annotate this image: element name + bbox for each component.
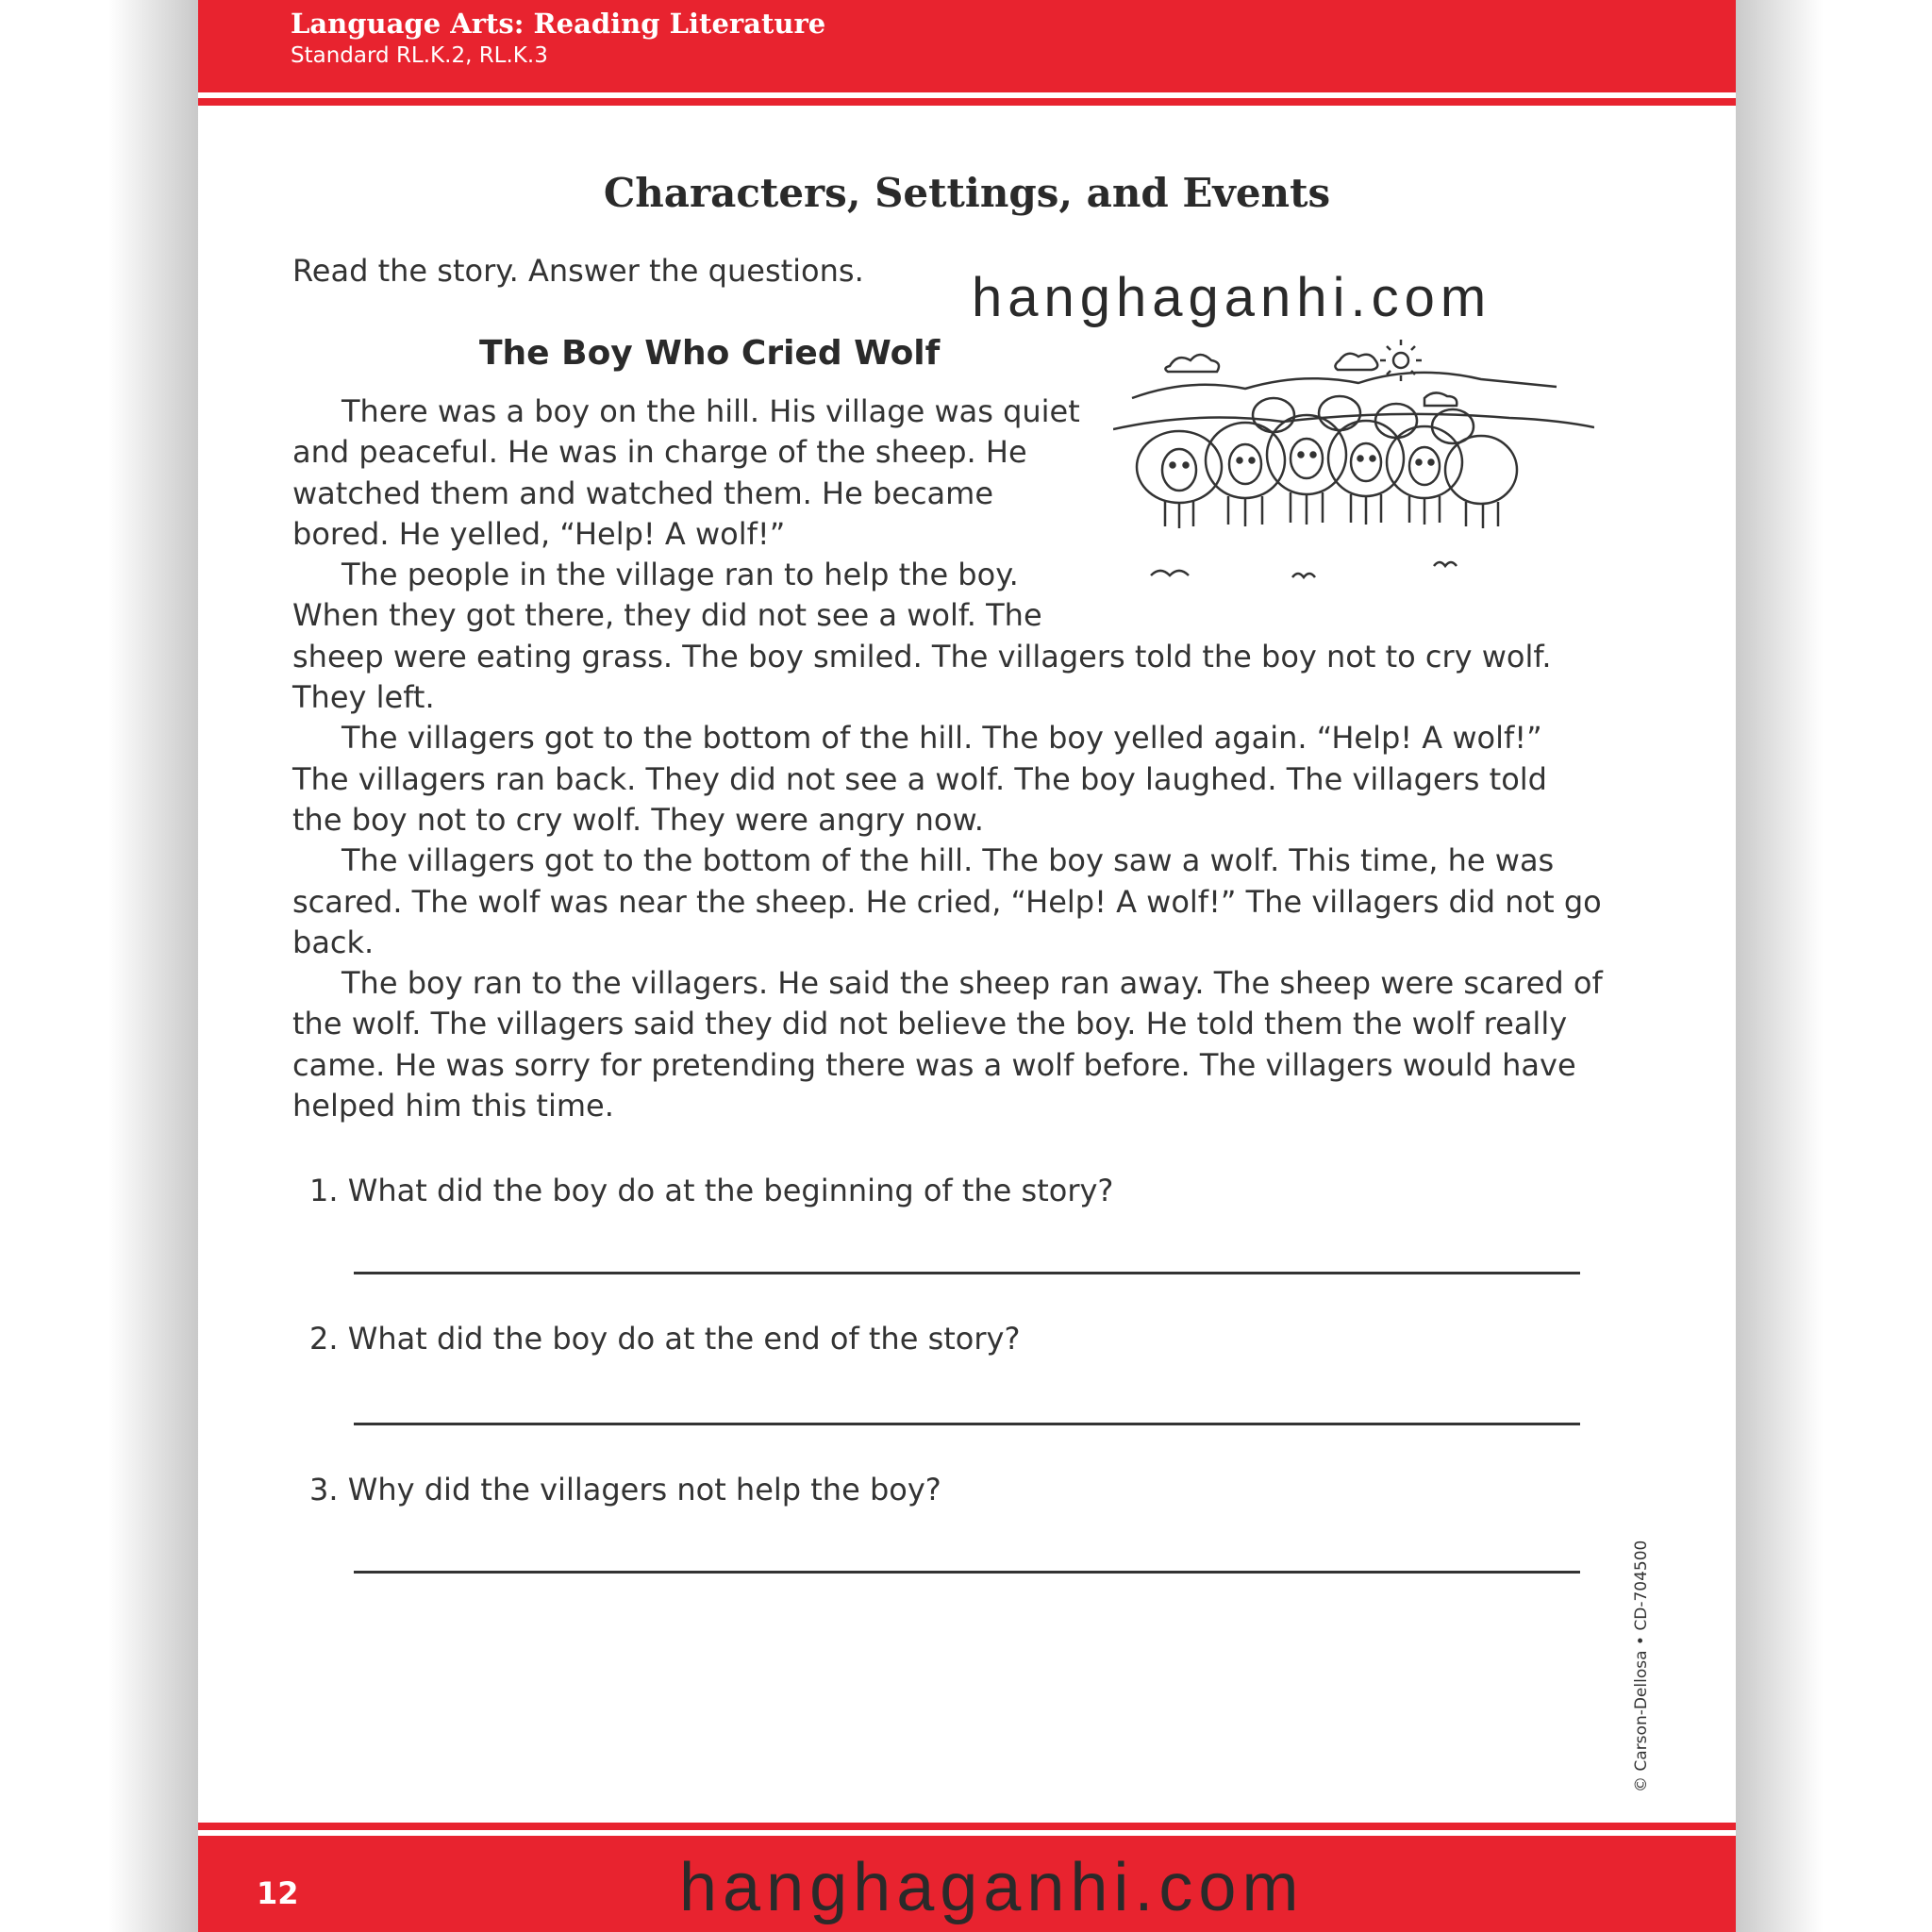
answer-line-3[interactable] xyxy=(354,1571,1580,1574)
question-1: 1. What did the boy do at the beginning of the story? xyxy=(309,1173,1114,1208)
answer-line-1[interactable] xyxy=(354,1272,1580,1274)
answer-line-2[interactable] xyxy=(354,1423,1580,1425)
watermark-bottom: hanghaganhi.com xyxy=(679,1850,1305,1925)
page-number: 12 xyxy=(257,1875,299,1911)
page-shadow-left xyxy=(0,0,198,1932)
story-paragraph: The people in the village ran to help the boy. When they got there, they did not see a wolf. The sheep were eating grass. The boy smiled. The villagers told the boy not to cry wolf. They left. xyxy=(292,557,1552,716)
instructions: Read the story. Answer the questions. xyxy=(292,253,864,289)
copyright-notice: © Carson-Dellosa • CD-704500 xyxy=(1632,1540,1651,1792)
footer-rule xyxy=(198,1823,1736,1830)
page-title: Characters, Settings, and Events xyxy=(603,170,1331,216)
watermark-top: hanghaganhi.com xyxy=(972,267,1492,328)
story-paragraph: The villagers got to the bottom of the hill. The boy yelled again. “Help! A wolf!” The villagers ran back. They did not see a wolf. The boy laughed. The villagers told the boy not to cry wolf. They were angry now. xyxy=(292,720,1547,838)
header-standard: Standard RL.K.2, RL.K.3 xyxy=(291,43,548,68)
question-2: 2. What did the boy do at the end of the story? xyxy=(309,1321,1021,1357)
page-shadow-right xyxy=(1734,0,1932,1932)
story-paragraph: There was a boy on the hill. His village was quiet and peaceful. He was in charge of the sheep. He watched them and watched them. He became bored. He yelled, “Help! A wolf!” xyxy=(292,393,1080,552)
header-rule xyxy=(198,98,1736,106)
story-text xyxy=(292,391,1604,1126)
header-title: Language Arts: Reading Literature xyxy=(291,8,826,40)
story-paragraph: The boy ran to the villagers. He said the sheep ran away. The sheep were scared of the wolf. The villagers said they did not believe the boy. He told them the wolf really came. He was sorry for pretending there was a wolf before. The villagers would have helped him this time. xyxy=(292,965,1603,1124)
story-paragraph: The villagers got to the bottom of the hill. The boy saw a wolf. This time, he was scared. The wolf was near the sheep. He cried, “Help! A wolf!” The villagers did not go back. xyxy=(292,842,1602,960)
illustration-space xyxy=(1099,391,1604,618)
worksheet-page xyxy=(198,0,1736,1932)
story-title: The Boy Who Cried Wolf xyxy=(479,334,941,373)
question-3: 3. Why did the villagers not help the boy? xyxy=(309,1472,941,1507)
header-banner xyxy=(198,0,1736,92)
